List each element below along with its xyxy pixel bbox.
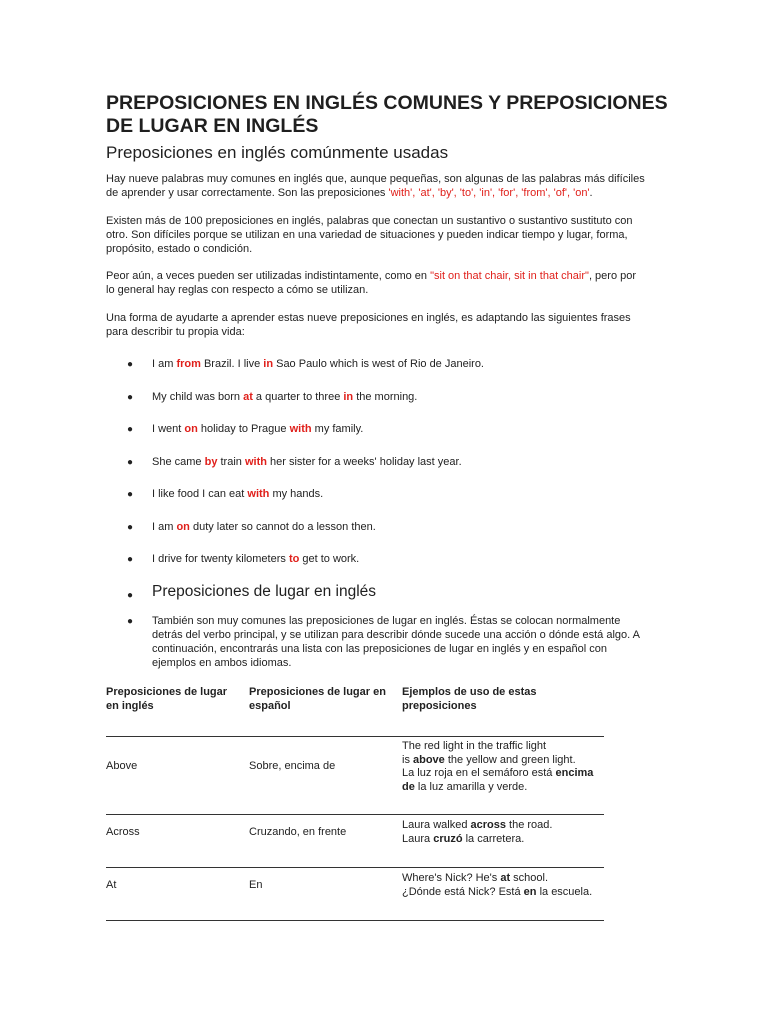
list-item [152, 552, 359, 566]
table-header-examples [402, 686, 537, 713]
example-text: Laura [402, 832, 434, 845]
header-text: español [249, 699, 291, 712]
place-line2: detrás del verbo principal, y se utilizan para describir dónde sucede una acción o dónde está algo. A [152, 629, 640, 641]
example-text: I drive for twenty kilometers [152, 553, 289, 565]
highlighted-preposition: on [176, 521, 190, 533]
example-text: her sister for a weeks' holiday last year. [266, 456, 462, 468]
place-line3: continuación, encontrarás una lista con las preposiciones de lugar en inglés y en español con [152, 643, 607, 655]
cell-example [402, 740, 612, 794]
example-text: duty later so cannot do a lesson then. [189, 521, 376, 533]
section-heading-place: Preposiciones de lugar en inglés [152, 583, 377, 600]
example-text: my family. [311, 423, 364, 435]
highlighted-preposition: in [263, 358, 274, 370]
highlighted-preposition: on [184, 423, 198, 435]
example-line [402, 819, 612, 833]
para3-line2: lo general hay reglas con respecto a cómo se utilizan. [106, 284, 369, 296]
example-line [402, 767, 612, 781]
example-bold: en [523, 885, 537, 898]
example-text: Laura walked [402, 819, 471, 831]
header-text: en inglés [106, 699, 154, 712]
example-text: Where's Nick? He's [402, 872, 501, 884]
bullet-icon: ● [127, 424, 134, 435]
chair-example: "sit on that chair, sit in that chair" [430, 270, 589, 282]
paragraph-worse [106, 269, 662, 297]
bullet-icon: ● [127, 554, 134, 565]
cell-spanish: En [249, 879, 263, 891]
para1-line1: Hay nueve palabras muy comunes en inglés que, aunque pequeñas, son algunas de las palabras más difíciles [106, 173, 645, 185]
place-line1: También son muy comunes las preposiciones de lugar en inglés. Éstas se colocan normalmente [152, 615, 621, 627]
bullet-icon: ● [127, 590, 134, 601]
example-text: La luz roja en el semáforo está [402, 767, 556, 779]
list-item [152, 487, 323, 501]
place-line4: ejemplos en ambos idiomas. [152, 657, 292, 669]
list-item [152, 455, 462, 469]
para4-line1: Una forma de ayudarte a aprender estas nueve preposiciones en inglés, es adaptando las siguientes frases [106, 312, 631, 324]
preposition-list: 'with', 'at', 'by', 'to', 'in', 'for', 'from', 'of', 'on' [388, 187, 590, 199]
para3-line1 [106, 269, 662, 283]
example-bold: encima [555, 767, 594, 779]
cell-spanish: Sobre, encima de [249, 760, 336, 772]
header-text: Preposiciones de lugar [106, 686, 228, 698]
list-item [152, 422, 363, 436]
highlighted-preposition: with [247, 488, 270, 500]
example-text: I went [152, 423, 185, 435]
para1-period: . [589, 187, 593, 199]
header-text: Ejemplos de uso de estas [402, 686, 537, 698]
example-text: My child was born [152, 391, 244, 403]
bullet-icon: ● [127, 392, 134, 403]
list-item [152, 390, 417, 404]
example-text: get to work. [299, 553, 360, 565]
highlighted-preposition: from [176, 358, 201, 370]
para2-line2: otro. Son difíciles porque se utilizan en una variedad de situaciones y pueden indicar tiempo y lugar, forma, [106, 229, 628, 241]
title-line-2: DE LUGAR EN INGLÉS [106, 115, 319, 137]
cell-english: Across [106, 826, 140, 838]
para4-line2: para describir tu propia vida: [106, 326, 245, 338]
example-text: a quarter to three [252, 391, 344, 403]
para3-text: Peor aún, a veces pueden ser utilizadas indistintamente, como en [106, 270, 431, 282]
example-line: The red light in the traffic light [402, 740, 547, 752]
header-text: preposiciones [402, 699, 477, 712]
cell-spanish: Cruzando, en frente [249, 826, 347, 838]
table-divider [106, 920, 604, 921]
highlighted-preposition: in [343, 391, 354, 403]
example-text: the morning. [353, 391, 418, 403]
example-text: la carretera. [462, 832, 525, 845]
table-header-spanish [249, 686, 386, 713]
highlighted-preposition: with [289, 423, 312, 435]
highlighted-preposition: by [204, 456, 218, 468]
example-bold: across [470, 819, 506, 831]
example-text: la escuela. [536, 885, 593, 898]
example-text: holiday to Prague [197, 423, 290, 435]
example-text: my hands. [269, 488, 324, 500]
example-line [402, 833, 612, 847]
example-text: the road. [505, 819, 553, 831]
example-bold: at [500, 872, 511, 884]
example-text: I am [152, 358, 177, 370]
example-text: Brazil. I live [200, 358, 264, 370]
cell-example [402, 819, 612, 846]
highlighted-preposition: to [288, 553, 300, 565]
title-line-1: PREPOSICIONES EN INGLÉS COMUNES Y PREPOSICIONES [106, 92, 668, 114]
paragraph-help [106, 311, 662, 339]
list-item [152, 520, 376, 534]
para2-line1: Existen más de 100 preposiciones en inglés, palabras que conectan un sustantivo o sustantivo sustituto con [106, 215, 633, 227]
cell-example [402, 872, 612, 899]
example-text: I am [152, 521, 177, 533]
example-line [402, 872, 612, 886]
para3-text-end: , pero por [588, 270, 637, 282]
paragraph-place [152, 614, 672, 670]
example-text: I like food I can eat [152, 488, 248, 500]
bullet-icon: ● [127, 489, 134, 500]
para2-line3: propósito, estado o condición. [106, 243, 253, 255]
example-text: is [402, 753, 413, 766]
paragraph-count [106, 214, 662, 256]
example-text: school. [510, 872, 549, 884]
example-text: train [217, 456, 245, 468]
cell-english: At [106, 879, 117, 891]
bullet-icon: ● [127, 616, 134, 627]
example-text: the yellow and green light. [444, 753, 576, 766]
para1-line2 [106, 186, 662, 200]
cell-english: Above [106, 760, 138, 772]
paragraph-intro [106, 172, 662, 200]
para1-text: de aprender y usar correctamente. Son las preposiciones [106, 187, 389, 199]
header-text: Preposiciones de lugar en [249, 686, 386, 698]
highlighted-preposition: with [244, 456, 267, 468]
example-line [402, 781, 612, 795]
page-title [106, 92, 706, 138]
example-line [402, 754, 612, 768]
list-item [152, 357, 484, 371]
example-line [402, 886, 612, 900]
table-divider [106, 867, 604, 868]
example-text: She came [152, 456, 205, 468]
table-divider [106, 736, 604, 737]
table-divider [106, 814, 604, 815]
example-bold: cruzó [433, 832, 463, 845]
section-heading-common: Preposiciones en inglés comúnmente usadas [106, 143, 449, 162]
example-text: ¿Dónde está Nick? Está [402, 885, 524, 898]
example-text: la luz amarilla y verde. [414, 780, 528, 793]
bullet-icon: ● [127, 457, 134, 468]
example-text: Sao Paulo which is west of Rio de Janeiro. [273, 358, 484, 370]
bullet-icon: ● [127, 522, 134, 533]
bullet-icon: ● [127, 359, 134, 370]
table-header-english [106, 686, 227, 713]
highlighted-preposition: at [243, 391, 253, 403]
example-bold: de [402, 780, 415, 793]
example-bold: above [413, 753, 445, 766]
